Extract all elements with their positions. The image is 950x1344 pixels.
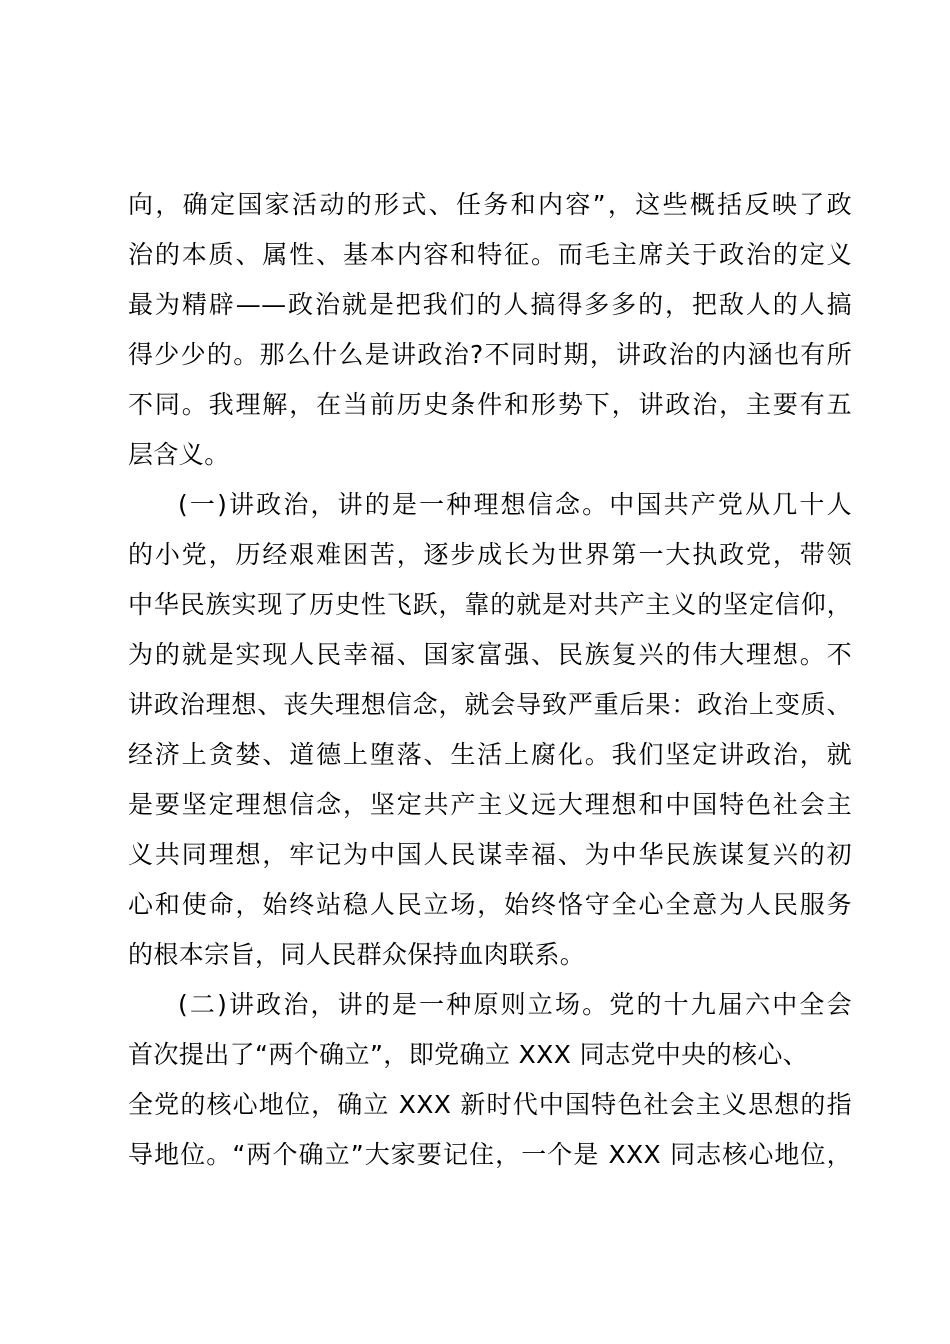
text-line: (二)讲政治，讲的是一种原则立场。党的十九届六中全会: [178, 990, 852, 1019]
text-line: 的小党，历经艰难困苦，逐步成长为世界第一大执政党，带领: [128, 540, 852, 569]
text-line: 导地位。“两个确立”大家要记住，一个是 XXX 同志核心地位，: [128, 1140, 852, 1169]
text-line: (一)讲政治，讲的是一种理想信念。中国共产党从几十人: [178, 490, 852, 519]
text-line: 是要坚定理想信念，坚定共产主义远大理想和中国特色社会主: [128, 790, 852, 819]
text-line: 中华民族实现了历史性飞跃，靠的就是对共产主义的坚定信仰，: [128, 590, 852, 619]
text-line: 向，确定国家活动的形式、任务和内容”，这些概括反映了政: [128, 190, 852, 219]
text-line: 为的就是实现人民幸福、国家富强、民族复兴的伟大理想。不: [128, 640, 852, 669]
text-line: 治的本质、属性、基本内容和特征。而毛主席关于政治的定义: [128, 240, 852, 269]
text-line: 首次提出了“两个确立”，即党确立 XXX 同志党中央的核心、: [128, 1040, 809, 1069]
text-line: 得少少的。那么什么是讲政治?不同时期，讲政治的内涵也有所: [128, 340, 852, 369]
text-line: 义共同理想，牢记为中国人民谋幸福、为中华民族谋复兴的初: [128, 840, 852, 869]
text-line: 心和使命，始终站稳人民立场，始终恪守全心全意为人民服务: [128, 890, 852, 919]
text-line: 的根本宗旨，同人民群众保持血肉联系。: [128, 940, 586, 969]
text-line: 最为精辟——政治就是把我们的人搞得多多的，把敌人的人搞: [128, 290, 852, 319]
document-body: [128, 180, 852, 1180]
text-line: 经济上贪婪、道德上堕落、生活上腐化。我们坚定讲政治，就: [128, 740, 852, 769]
text-line: 不同。我理解，在当前历史条件和形势下，讲政治，主要有五: [128, 390, 852, 419]
text-line: 全党的核心地位，确立 XXX 新时代中国特色社会主义思想的指: [128, 1090, 852, 1119]
text-line: 层含义。: [128, 440, 230, 469]
text-line: 讲政治理想、丧失理想信念，就会导致严重后果：政治上变质、: [128, 690, 852, 719]
